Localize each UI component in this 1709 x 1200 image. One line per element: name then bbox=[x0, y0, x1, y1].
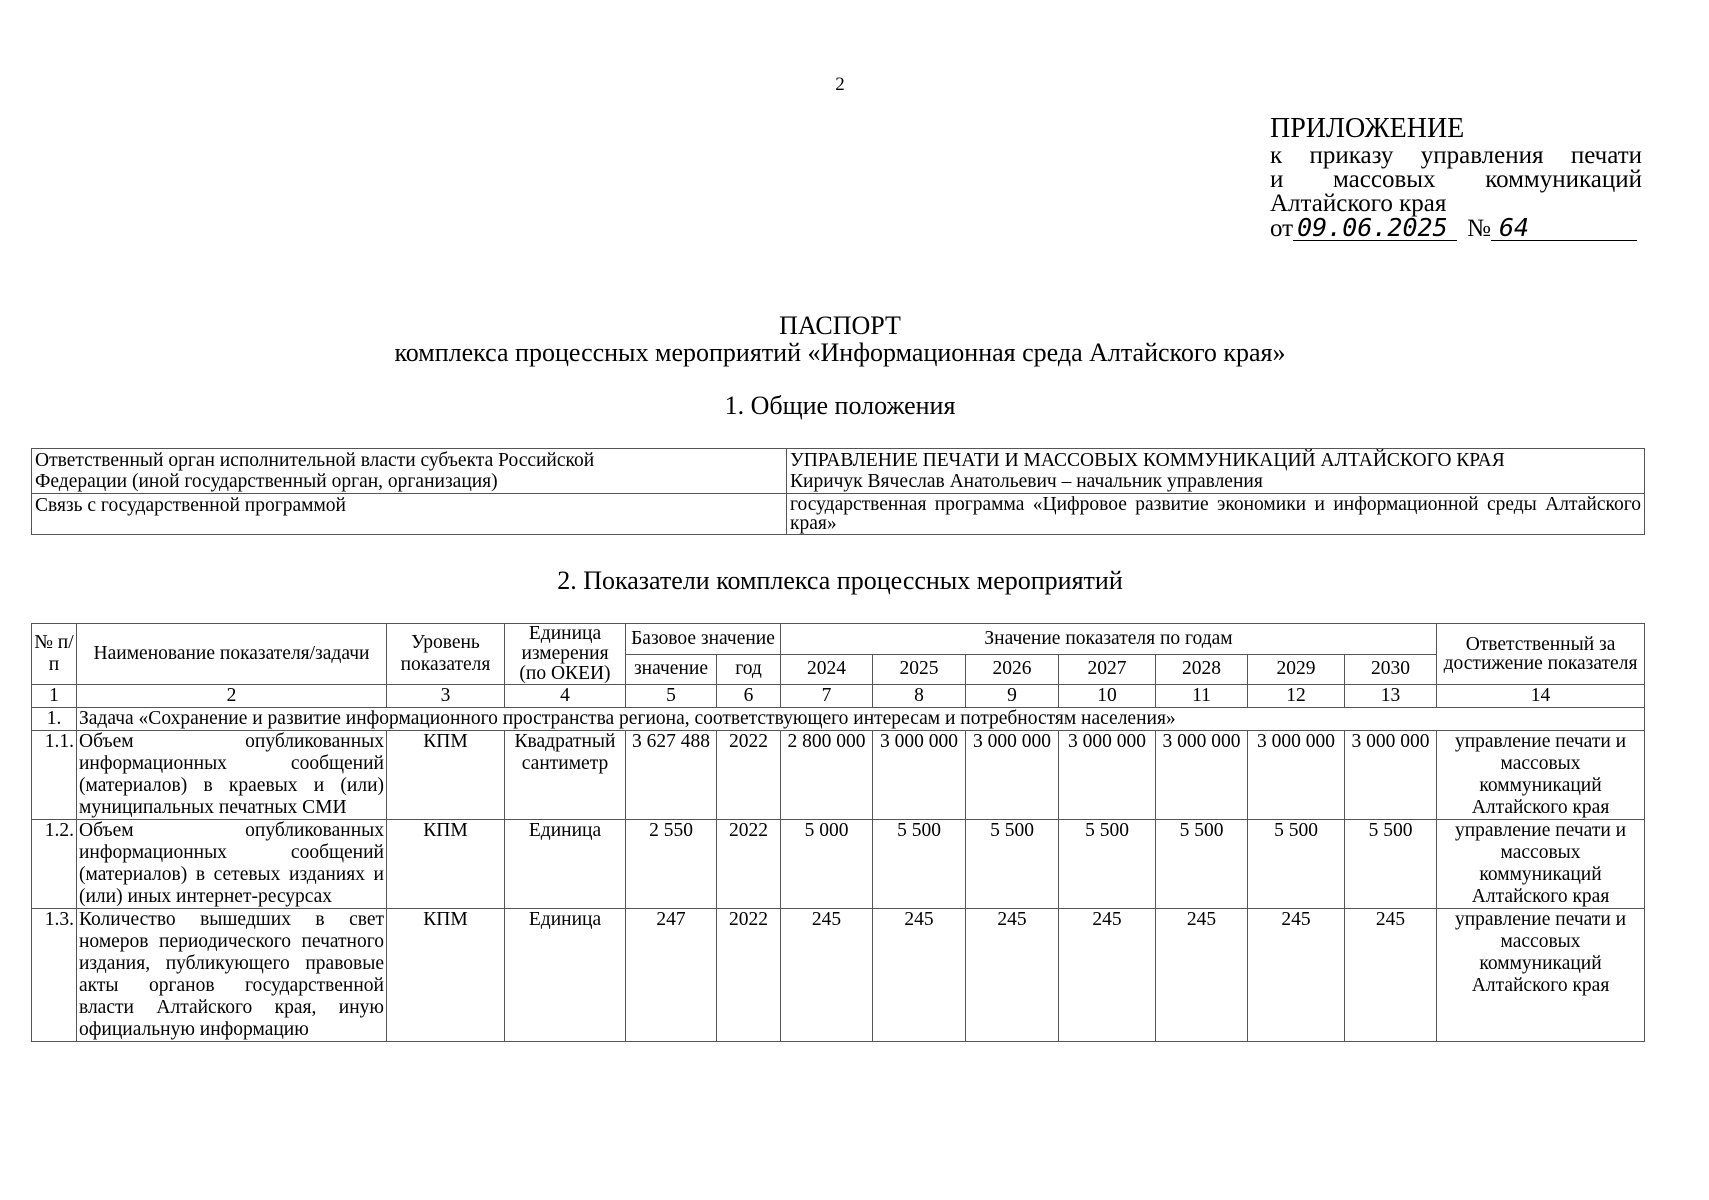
base-value: 3 627 488 bbox=[626, 731, 717, 820]
value-line: Киричук Вячеслав Анатольевич – начальник управления bbox=[790, 471, 1263, 492]
header-year: 2028 bbox=[1156, 654, 1248, 685]
header-level: Уровень показателя bbox=[387, 624, 505, 685]
header-year: 2030 bbox=[1345, 654, 1437, 685]
year-value: 3 000 000 bbox=[1156, 731, 1248, 820]
table-row bbox=[32, 449, 1645, 494]
indicator-level: КПМ bbox=[387, 909, 505, 1042]
year-value: 3 000 000 bbox=[873, 731, 966, 820]
appendix-line-1: к приказу управления печати bbox=[1270, 142, 1642, 169]
table-row bbox=[32, 494, 1645, 535]
year-value: 5 500 bbox=[966, 820, 1059, 909]
appendix-line-3: Алтайского края bbox=[1270, 190, 1447, 217]
appendix-block bbox=[1270, 114, 1642, 241]
year-value: 245 bbox=[1345, 909, 1437, 1042]
responsible: управление печати и массовых коммуникаций Алтайского края bbox=[1437, 820, 1645, 909]
column-number: 5 bbox=[626, 685, 717, 708]
year-value: 245 bbox=[1059, 909, 1156, 1042]
indicators-table bbox=[31, 623, 1645, 1042]
appendix-title: ПРИЛОЖЕНИЕ bbox=[1270, 113, 1465, 144]
header-responsible: Ответственный за достижение показателя bbox=[1437, 624, 1645, 685]
header-num: № п/п bbox=[32, 624, 77, 685]
year-value: 3 000 000 bbox=[966, 731, 1059, 820]
column-number: 6 bbox=[717, 685, 781, 708]
year-value: 5 000 bbox=[781, 820, 873, 909]
year-value: 245 bbox=[781, 909, 873, 1042]
header-year: 2027 bbox=[1059, 654, 1156, 685]
order-date: 09.06.2025 bbox=[1293, 216, 1457, 241]
year-value: 245 bbox=[966, 909, 1059, 1042]
appendix-line-2: и массовых коммуникаций bbox=[1270, 166, 1642, 193]
indicator-name: Количество вышедших в свет номеров периодического печатного издания, публикующего правовые акты органов государственной власти Алтайского края, иную официальную информацию bbox=[77, 909, 387, 1042]
column-numbers-row bbox=[32, 685, 1645, 708]
year-value: 2 800 000 bbox=[781, 731, 873, 820]
table-row bbox=[32, 731, 1645, 820]
base-year: 2022 bbox=[717, 820, 781, 909]
year-value: 5 500 bbox=[1156, 820, 1248, 909]
year-value: 5 500 bbox=[1059, 820, 1156, 909]
header-by-years: Значение показателя по годам bbox=[781, 624, 1437, 655]
table-row bbox=[32, 820, 1645, 909]
header-year: 2026 bbox=[966, 654, 1059, 685]
year-value: 245 bbox=[873, 909, 966, 1042]
indicator-unit: Квадратный сантиметр bbox=[505, 731, 626, 820]
column-number: 12 bbox=[1248, 685, 1345, 708]
value-line: УПРАВЛЕНИЕ ПЕЧАТИ И МАССОВЫХ КОММУНИКАЦИЙ АЛТАЙСКОГО КРАЯ bbox=[790, 450, 1505, 471]
header-year: 2029 bbox=[1248, 654, 1345, 685]
document-subtitle: комплекса процессных мероприятий «Информационная среда Алтайского края» bbox=[394, 338, 1286, 367]
label-line: Ответственный орган исполнительной власти субъекта Российской bbox=[35, 450, 595, 471]
column-number: 4 bbox=[505, 685, 626, 708]
column-number: 10 bbox=[1059, 685, 1156, 708]
responsible: управление печати и массовых коммуникаций Алтайского края bbox=[1437, 909, 1645, 1042]
column-number: 3 bbox=[387, 685, 505, 708]
program-link-label: Связь с государственной программой bbox=[32, 494, 787, 535]
responsible: управление печати и массовых коммуникаций Алтайского края bbox=[1437, 731, 1645, 820]
year-value: 5 500 bbox=[1248, 820, 1345, 909]
year-value: 3 000 000 bbox=[1345, 731, 1437, 820]
year-value: 245 bbox=[1248, 909, 1345, 1042]
table-row bbox=[32, 909, 1645, 1042]
row-number: 1.2. bbox=[32, 820, 77, 909]
column-number: 11 bbox=[1156, 685, 1248, 708]
appendix-date-line bbox=[1270, 213, 1642, 242]
year-value: 3 000 000 bbox=[1248, 731, 1345, 820]
row-number: 1.3. bbox=[32, 909, 77, 1042]
date-prefix: от bbox=[1270, 215, 1294, 242]
year-value: 5 500 bbox=[873, 820, 966, 909]
column-number: 8 bbox=[873, 685, 966, 708]
indicator-unit: Единица bbox=[505, 820, 626, 909]
section-1-heading: 1. Общие положения bbox=[724, 391, 956, 420]
task-number: 1. bbox=[32, 708, 77, 731]
column-number: 9 bbox=[966, 685, 1059, 708]
indicator-level: КПМ bbox=[387, 731, 505, 820]
indicator-level: КПМ bbox=[387, 820, 505, 909]
header-base: Базовое значение bbox=[626, 624, 781, 655]
order-number: 64 bbox=[1491, 216, 1637, 241]
label-line: Федерации (иной государственный орган, организация) bbox=[35, 471, 498, 492]
column-number: 7 bbox=[781, 685, 873, 708]
base-value: 247 bbox=[626, 909, 717, 1042]
header-year: 2024 bbox=[781, 654, 873, 685]
year-value: 245 bbox=[1156, 909, 1248, 1042]
header-name: Наименование показателя/задачи bbox=[77, 624, 387, 685]
responsible-body-label bbox=[32, 449, 787, 494]
base-year: 2022 bbox=[717, 909, 781, 1042]
header-base-value: значение bbox=[626, 654, 717, 685]
base-year: 2022 bbox=[717, 731, 781, 820]
indicator-name: Объем опубликованных информационных сообщений (материалов) в сетевых изданиях и (или) иных интернет-ресурсах bbox=[77, 820, 387, 909]
task-row bbox=[32, 708, 1645, 731]
responsible-body-value bbox=[787, 449, 1645, 494]
year-value: 3 000 000 bbox=[1059, 731, 1156, 820]
indicator-name: Объем опубликованных информационных сообщений (материалов) в краевых и (или) муниципальных печатных СМИ bbox=[77, 731, 387, 820]
header-row bbox=[32, 624, 1645, 655]
number-prefix: № bbox=[1467, 215, 1491, 242]
base-value: 2 550 bbox=[626, 820, 717, 909]
header-year: 2025 bbox=[873, 654, 966, 685]
page-number: 2 bbox=[835, 74, 845, 95]
document-title: ПАСПОРТ bbox=[779, 311, 901, 340]
general-info-table bbox=[31, 448, 1645, 535]
indicator-unit: Единица bbox=[505, 909, 626, 1042]
section-2-heading: 2. Показатели комплекса процессных мероприятий bbox=[557, 566, 1123, 595]
column-number: 14 bbox=[1437, 685, 1645, 708]
header-base-year: год bbox=[717, 654, 781, 685]
column-number: 1 bbox=[32, 685, 77, 708]
header-unit: Единица измерения (по ОКЕИ) bbox=[505, 624, 626, 685]
program-link-value: государственная программа «Цифровое развитие экономики и информационной среды Алтайского края» bbox=[787, 494, 1645, 535]
column-number: 13 bbox=[1345, 685, 1437, 708]
column-number: 2 bbox=[77, 685, 387, 708]
year-value: 5 500 bbox=[1345, 820, 1437, 909]
task-text: Задача «Сохранение и развитие информационного пространства региона, соответствующего интересам и потребностям населения» bbox=[77, 708, 1645, 731]
row-number: 1.1. bbox=[32, 731, 77, 820]
